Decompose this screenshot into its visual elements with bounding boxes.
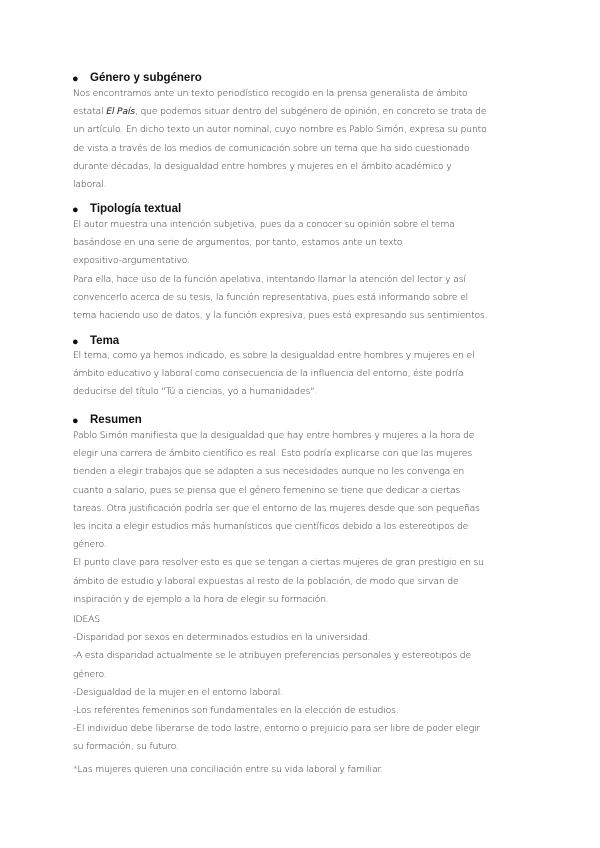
text-line: género. xyxy=(73,539,107,551)
idea-item: su formación, su futuro. xyxy=(73,741,179,753)
idea-item: -Desigualdad de la mujer en el entorno laboral. xyxy=(73,686,283,698)
ideas-list xyxy=(73,611,533,757)
section-heading-tema xyxy=(72,335,120,348)
idea-item: género. xyxy=(73,668,107,680)
text-line: El autor muestra una intención subjetiva, pues da a conocer su opinión sobre el tema xyxy=(73,219,455,230)
footnote-text: *Las mujeres quieren una conciliación entre su vida laboral y familiar. xyxy=(73,764,384,775)
paragraph-tipologia xyxy=(73,216,533,325)
section-heading-resumen xyxy=(72,414,142,427)
heading-text: Tipología textual xyxy=(90,203,182,215)
text-line: les incita a elegir estudios más humanísticos que científicos debido a los estereotipos de xyxy=(73,521,469,533)
idea-item: -El individuo debe liberarse de todo lastre, entorno o prejuicio para ser libre de poder elegir xyxy=(73,723,481,735)
text-line: cuanto a salario, pues se piensa que el género femenino se tiene que dedicar a ciertas xyxy=(73,484,461,496)
heading-text: Tema xyxy=(90,335,120,347)
paragraph-resumen xyxy=(73,427,533,609)
text-line: Pablo Simón manifiesta que la desigualdad que hay entre hombres y mujeres a la hora de xyxy=(73,430,475,441)
newspaper-name: El País xyxy=(106,106,135,118)
bullet-icon: ● xyxy=(72,336,79,348)
text-line: de vista a través de los medios de comunicación sobre un tema que ha sido cuestionado xyxy=(73,142,470,154)
text-line: expositivo-argumentativo. xyxy=(73,255,190,267)
text-line: El tema, como ya hemos indicado, es sobre la desigualdad entre hombres y mujeres en el xyxy=(73,350,475,361)
text-line: un artículo. En dicho texto un autor nominal, cuyo nombre es Pablo Simón, expresa su punto xyxy=(73,124,487,136)
paragraph-genero xyxy=(73,85,533,194)
footnote xyxy=(73,761,533,779)
text-line: tienden a elegir trabajos que se adapten a sus necesidades aunque no les convenga en xyxy=(73,466,465,478)
heading-text: Género y subgénero xyxy=(90,72,202,84)
bullet-icon: ● xyxy=(72,204,79,216)
idea-item: -A esta disparidad actualmente se le atribuyen preferencias personales y estereotipos de xyxy=(73,650,471,662)
section-heading-tipologia xyxy=(72,203,182,216)
text-line: basándose en una serie de argumentos, por tanto, estamos ante un texto xyxy=(73,237,403,249)
text-line: inspiración y de ejemplo a la hora de elegir su formación. xyxy=(73,593,329,605)
text-line: Nos encontramos ante un texto periodístico recogido en la prensa generalista de ámbito xyxy=(73,88,468,99)
text-line: deducirse del título "Tú a ciencias, yo a humanidades". xyxy=(73,386,317,398)
text-line: ámbito de estudio y laboral expuestas al resto de la población, de modo que sirvan de xyxy=(73,575,459,587)
idea-item: -Disparidad por sexos en determinados estudios en la universidad. xyxy=(73,632,371,644)
text-line: tareas. Otra justificación podría ser que el entorno de las mujeres desde que son pequeñas xyxy=(73,502,480,514)
paragraph-tema xyxy=(73,347,533,402)
text-line: laboral. xyxy=(73,179,107,191)
idea-item: -Los referentes femeninos son fundamentales en la elección de estudios. xyxy=(73,705,399,717)
bullet-icon: ● xyxy=(72,73,79,85)
text-line-with-italic: estatal El País, que podemos situar dentro del subgénero de opinión, en concreto se trata de xyxy=(73,106,487,118)
ideas-title: IDEAS xyxy=(73,614,100,625)
text-line: tema haciendo uso de datos, y la función expresiva, pues está expresando sus sentimientos. xyxy=(73,310,488,322)
text-line: Para ella, hace uso de la función apelativa, intentando llamar la atención del lector y así xyxy=(73,273,466,285)
text-line: convencerlo acerca de su tesis, la función representativa, pues está informando sobre el xyxy=(73,291,469,303)
text-line: ámbito educativo y laboral como consecuencia de la influencia del entorno, éste podría xyxy=(73,368,464,380)
section-heading-genero xyxy=(72,72,202,85)
text-line: durante décadas, la desigualdad entre hombres y mujeres en el ámbito académico y xyxy=(73,160,452,172)
text-line: elegir una carrera de ámbito científico es real. Esto podría explicarse con que las mujeres xyxy=(73,448,473,460)
text-line: El punto clave para resolver esto es que se tengan a ciertas mujeres de gran prestigio en su xyxy=(73,557,484,569)
heading-text: Resumen xyxy=(90,414,142,426)
bullet-icon: ● xyxy=(72,415,79,427)
